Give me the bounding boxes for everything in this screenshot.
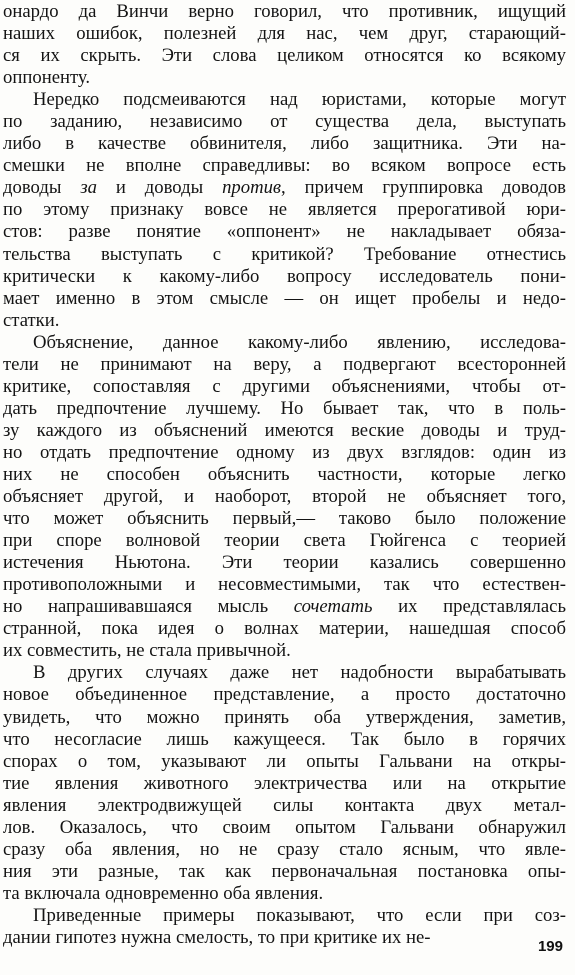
- text-line: тельства выступать с критикой? Требование отнестись: [3, 243, 566, 265]
- body-text: [3, 1, 566, 949]
- text-line: Приведенные примеры показывают, что если при соз-: [33, 904, 566, 926]
- text-line: спорах о том, указывают ли опыты Гальвани на откры-: [3, 750, 566, 772]
- text-line: странной, пока идея о волнах материи, нашедшая способ: [3, 618, 566, 640]
- text-line: зу каждого из объяснений имеются веские доводы и труд-: [3, 419, 566, 441]
- text-line: по заданию, независимо от существа дела, выступать: [3, 111, 566, 133]
- paragraph: [3, 1, 566, 89]
- text-line: стов: разве понятие «оппонент» не накладывает обяза-: [3, 221, 566, 243]
- text-line: статки.: [3, 309, 60, 331]
- text-line: лов. Оказалось, что своим опытом Гальвани обнаружил: [3, 816, 566, 838]
- text-line: объясняет другой, и наоборот, второй не объясняет того,: [3, 486, 566, 508]
- text-line: что может объяснить первый,— таково было положение: [3, 508, 566, 530]
- text-line: доводы за и доводы против, причем группировка доводов: [3, 177, 566, 199]
- text-line: но напрашивавшаяся мысль сочетать их представлялась: [3, 596, 566, 618]
- text-line: дать предпочтение лучшему. Но бывает так, что в поль-: [3, 397, 566, 419]
- text-line: Нередко подсмеиваются над юристами, которые могут: [33, 89, 566, 111]
- page-number: 199: [537, 938, 563, 955]
- text-line: та включала одновременно оба явления.: [3, 882, 324, 904]
- text-line: Объяснение, данное какому-либо явлению, исследова-: [33, 331, 566, 353]
- paragraph: [3, 332, 566, 663]
- text-line: ния эти разные, так как первоначальная постановка опы-: [3, 860, 566, 882]
- text-line: тие явления животного электричества или на открытие: [3, 772, 566, 794]
- text-line: новое объединенное представление, а просто достаточно: [3, 684, 566, 706]
- text-line: ся их скрыть. Эти слова целиком относятся ко всякому: [3, 45, 566, 67]
- text-line: но отдать предпочтение одному из двух взглядов: один из: [3, 441, 566, 463]
- text-line: В других случаях даже нет надобности вырабатывать: [33, 662, 566, 684]
- text-line: увидеть, что можно принять оба утверждения, заметив,: [3, 706, 566, 728]
- text-line: тели не принимают на веру, а подвергают всесторонней: [3, 353, 566, 375]
- text-line: при споре волновой теории света Гюйгенса с теорией: [3, 530, 566, 552]
- text-line: по этому признаку вовсе не является прерогативой юри-: [3, 199, 566, 221]
- text-line: наших ошибок, полезней для нас, чем друг, старающий-: [3, 23, 566, 45]
- text-line: явления электродвижущей силы контакта двух метал-: [3, 794, 566, 816]
- text-line: онардо да Винчи верно говорил, что противник, ищущий: [3, 1, 566, 22]
- paragraph: [3, 89, 566, 332]
- text-line: дании гипотез нужна смелость, то при критике их не-: [3, 926, 431, 948]
- text-line: противоположными и несовместимыми, так что естествен-: [3, 574, 566, 596]
- text-line: смешки не вполне справедливы: во всяком вопросе есть: [3, 155, 566, 177]
- text-line: оппоненту.: [3, 67, 91, 89]
- text-line: критике, сопоставляя с другими объяснениями, чтобы от-: [3, 375, 566, 397]
- paragraph: [3, 662, 566, 905]
- text-line: них не способен объяснить частности, которые легко: [3, 463, 566, 485]
- text-line: критически к какому-либо вопросу исследователь пони-: [3, 265, 566, 287]
- text-line: их совместить, не стала привычной.: [3, 640, 291, 662]
- text-line: сразу оба явления, но не сразу стало ясным, что явле-: [3, 838, 566, 860]
- paragraph: [3, 905, 566, 949]
- text-line: истечения Ньютона. Эти теории казались совершенно: [3, 552, 566, 574]
- text-line: либо в качестве обвинителя, либо защитника. Эти на-: [3, 133, 566, 155]
- text-line: мает именно в этом смысле — он ищет пробелы и недо-: [3, 287, 566, 309]
- text-line: что несогласие лишь кажущееся. Так было в горячих: [3, 728, 566, 750]
